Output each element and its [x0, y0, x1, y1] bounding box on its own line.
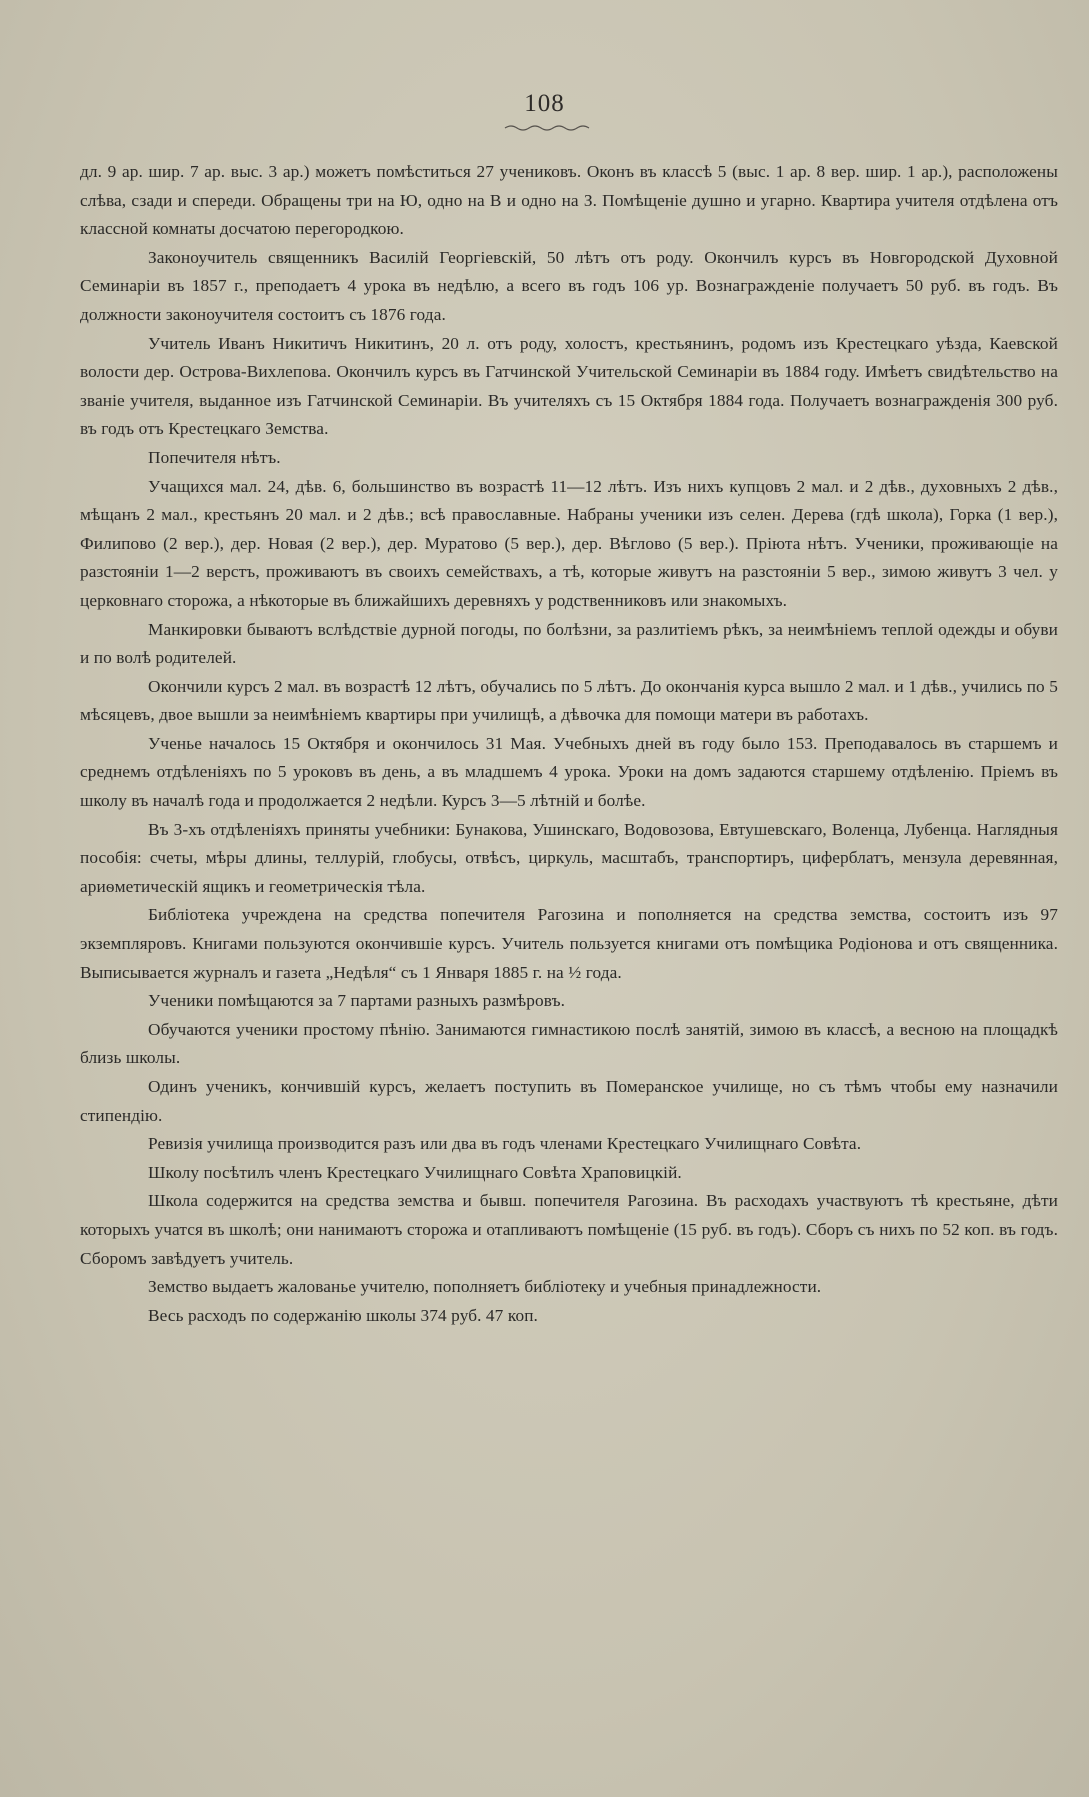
paragraph-total-expense: Весь расходъ по содержанію школы 374 руб. 47 коп. — [148, 1305, 538, 1325]
paragraph-visit: Школу посѣтилъ членъ Крестецкаго Училищнаго Совѣта Храповицкій. — [148, 1162, 682, 1182]
paragraph-classroom: дл. 9 ар. шир. 7 ар. выс. 3 ар.) можетъ помѣститься 27 учениковъ. Оконъ въ классѣ 5 (выс. 1 ар. 8 вер. шир. 1 ар.), расположены слѣва, сзади и спереди. Обращены три на Ю, одно на В и одно на З. Помѣщеніе душно и угарно. Квартира учителя отдѣлена отъ классной комнаты досчатою перегородкою. — [80, 162, 1058, 239]
decorative-rule — [503, 124, 591, 132]
paragraph-absences: Манкировки бываютъ вслѣдствіе дурной погоды, по болѣзни, за разлитіемъ рѣкъ, за неимѣніемъ теплой одежды и обуви и по волѣ родителей. — [80, 619, 1058, 668]
paragraph-funding: Школа содержится на средства земства и бывш. попечителя Рагозина. Въ расходахъ участвуютъ тѣ крестьяне, дѣти которыхъ учатся въ школѣ; они нанимаютъ сторожа и отапливаютъ помѣщеніе (15 руб. въ годъ). Сборъ съ нихъ по 52 коп. въ годъ. Сборомъ завѣдуетъ учитель. — [80, 1191, 1058, 1268]
document-body — [80, 158, 1058, 1330]
paragraph-desks: Ученики помѣщаются за 7 партами разныхъ размѣровъ. — [148, 991, 566, 1011]
paragraph-schedule: Ученье началось 15 Октября и окончилось 31 Мая. Учебныхъ дней въ году было 153. Преподавалось въ старшемъ и среднемъ отдѣленіяхъ по 5 уроковъ въ день, а въ младшемъ 4 урока. Уроки на домъ задаются старшему отдѣленію. Пріемъ въ школу въ началѣ года и продолжается 2 недѣли. Курсъ 3—5 лѣтній и болѣе. — [80, 733, 1058, 811]
paragraph-students: Учащихся мал. 24, дѣв. 6, большинство въ возрастѣ 11—12 лѣтъ. Изъ нихъ купцовъ 2 мал. и 2 дѣв., духовныхъ 2 дѣв., мѣщанъ 2 мал., крестьянъ 20 мал. и 2 дѣв.; всѣ православные. Набраны ученики изъ селен. Дерева (гдѣ школа), Горка (1 вер.), Филипово (2 вер.), дер. Новая (2 вер.), дер. Муратово (5 вер.), дер. Вѣглово (5 вер.). Пріюта нѣтъ. Ученики, проживающіе на разстояніи 1—2 верстъ, проживаютъ въ своихъ семействахъ, а тѣ, которые живутъ на разстояніи 5 вер., зимою живутъ 3 чел. у церковнаго сторожа, а нѣкоторые въ ближайшихъ деревняхъ у родственниковъ или знакомыхъ. — [80, 476, 1058, 610]
paragraph-revision: Ревизія училища производится разъ или два въ годъ членами Крестецкаго Училищнаго Совѣта. — [148, 1134, 862, 1154]
paragraph-law-teacher: Законоучитель священникъ Василій Георгіевскій, 50 лѣтъ отъ роду. Окончилъ курсъ въ Новгородской Духовной Семинаріи въ 1857 г., преподаетъ 4 урока въ недѣлю, а всего въ годъ 106 ур. Вознагражденіе получаетъ 50 руб. въ годъ. Въ должности законоучителя состоитъ съ 1876 года. — [80, 247, 1058, 324]
paragraph-scholarship: Одинъ ученикъ, кончившій курсъ, желаетъ поступить въ Померанское училище, но съ тѣмъ чтобы ему назначили стипендію. — [80, 1077, 1058, 1125]
paragraph-zemstvo: Земство выдаетъ жалованье учителю, пополняетъ библіотеку и учебныя принадлежности. — [148, 1277, 822, 1297]
paragraph-textbooks: Въ 3-хъ отдѣленіяхъ приняты учебники: Бунакова, Ушинскаго, Водовозова, Евтушевскаго, Воленца, Лубенца. Наглядныя пособія: счеты, мѣры длины, теллурій, глобусы, отвѣсъ, циркуль, масштабъ, транспортиръ, циферблатъ, мензула деревянная, ариѳметическій ящикъ и геометрическія тѣла. — [80, 819, 1058, 896]
paragraph-library: Библіотека учреждена на средства попечителя Рагозина и пополняется на средства земства, состоитъ изъ 97 экземпляровъ. Книгами пользуются окончившіе курсъ. Учитель пользуется книгами отъ помѣщика Родіонова и отъ священника. Выписывается журналъ и газета „Недѣля“ съ 1 Января 1885 г. на ½ года. — [80, 905, 1058, 982]
paragraph-teacher: Учитель Иванъ Никитичъ Никитинъ, 20 л. отъ роду, холостъ, крестьянинъ, родомъ изъ Крестецкаго уѣзда, Каевской волости дер. Острова-Вихлепова. Окончилъ курсъ въ Гатчинской Учительской Семинаріи въ 1884 году. Имѣетъ свидѣтельство на званіе учителя, выданное изъ Гатчинской Семинаріи. Въ учителяхъ съ 15 Октября 1884 года. Получаетъ вознагражденія 300 руб. въ годъ отъ Крестецкаго Земства. — [80, 333, 1058, 439]
page-number: 108 — [524, 90, 565, 117]
paragraph-graduates: Окончили курсъ 2 мал. въ возрастѣ 12 лѣтъ, обучались по 5 лѣтъ. До окончанія курса вышло 2 мал. и 1 дѣв., учились по 5 мѣсяцевъ, двое вышли за неимѣніемъ квартиры при училищѣ, а дѣвочка для помощи матери въ работахъ. — [80, 676, 1058, 725]
paragraph-singing: Обучаются ученики простому пѣнію. Занимаются гимнастикою послѣ занятій, зимою въ классѣ, а весною на площадкѣ близь школы. — [80, 1019, 1058, 1068]
paragraph-trustee: Попечителя нѣтъ. — [148, 447, 281, 467]
